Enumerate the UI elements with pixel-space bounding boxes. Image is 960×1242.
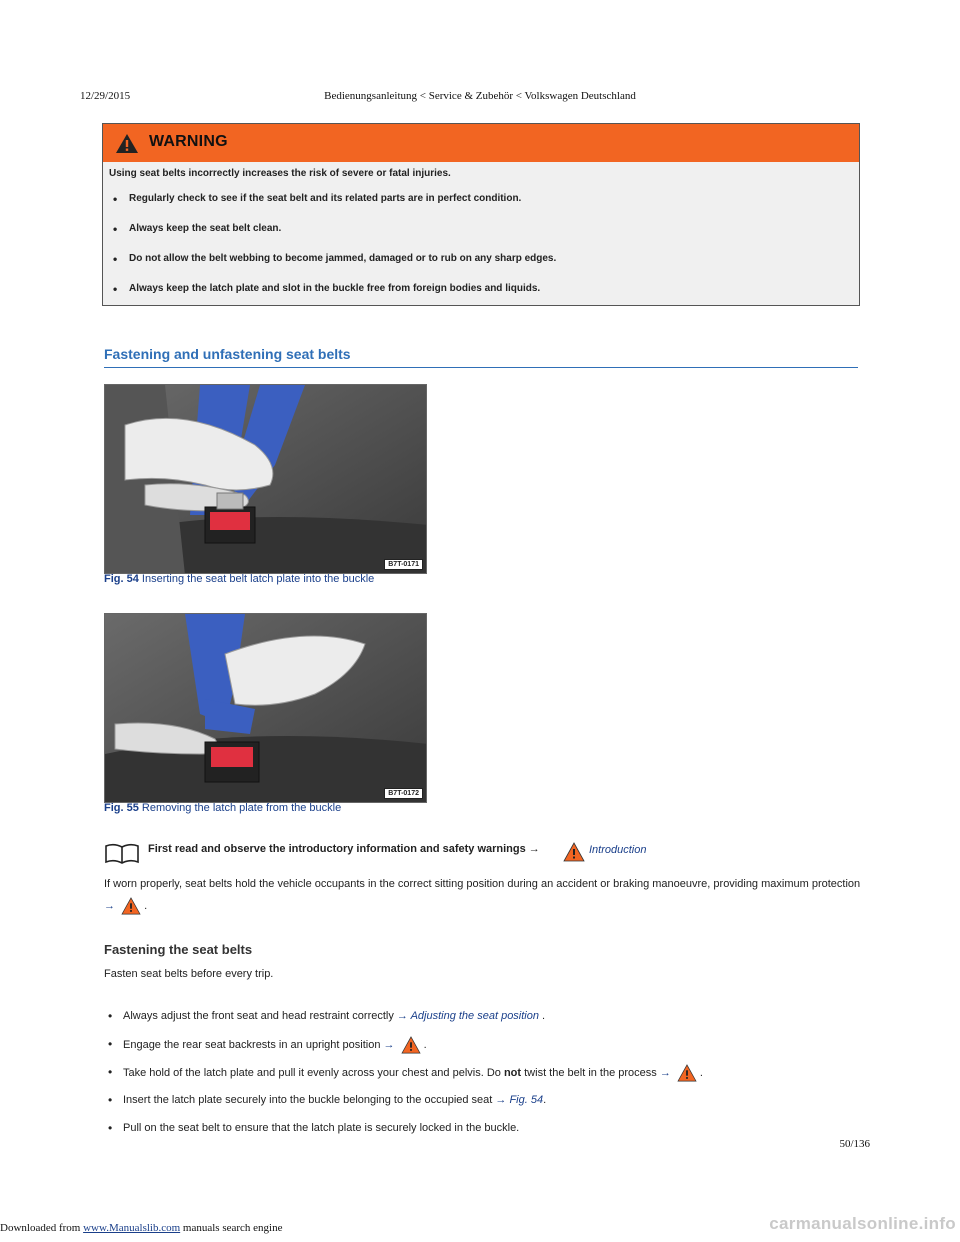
warning-list bbox=[113, 193, 556, 313]
watermark: carmanualsonline.info bbox=[769, 1214, 956, 1233]
figure-54-image bbox=[104, 384, 427, 574]
manualslib-link[interactable]: www.Manualslib.com bbox=[83, 1222, 181, 1234]
warning-reference-arrow[interactable]: → bbox=[104, 900, 115, 912]
read-first-text: First read and observe the introductory information and safety warnings → bbox=[148, 843, 540, 855]
warning-lead: Using seat belts incorrectly increases the risk of severe or fatal injuries. bbox=[109, 168, 451, 179]
warning-item: • Do not allow the belt webbing to become jammed, damaged or to rub on any sharp edges. bbox=[113, 253, 556, 283]
warning-header bbox=[103, 124, 859, 162]
warning-item: • Always keep the seat belt clean. bbox=[113, 223, 556, 253]
step-text: Engage the rear seat backrests in an upright position bbox=[123, 1038, 384, 1051]
figure-code: B7T-0171 bbox=[384, 559, 423, 570]
emphasis-not: not bbox=[503, 1066, 522, 1079]
print-title: Bedienungsanleitung < Service & Zubehör < Volkswagen Deutschland bbox=[324, 90, 636, 102]
section-title: Fastening and unfastening seat belts bbox=[104, 346, 858, 368]
footer-prefix: Downloaded from bbox=[0, 1222, 84, 1234]
figure-number: Fig. 54 bbox=[104, 573, 139, 585]
figure-number: Fig. 55 bbox=[104, 802, 139, 814]
step-end: . bbox=[699, 1066, 703, 1079]
seat-belt-insert-illustration bbox=[105, 385, 427, 574]
warning-triangle-icon bbox=[563, 842, 585, 862]
figure-55-image bbox=[104, 613, 427, 803]
download-footer bbox=[0, 1222, 282, 1234]
adjusting-seat-link[interactable]: → Adjusting the seat position bbox=[396, 1010, 539, 1022]
seat-belt-remove-illustration bbox=[105, 614, 427, 803]
step-text: twist the belt in the process bbox=[521, 1066, 660, 1079]
subsection-lead: Fasten seat belts before every trip. bbox=[104, 968, 274, 980]
warning-reference-arrow[interactable]: → bbox=[383, 1038, 395, 1051]
print-date: 12/29/2015 bbox=[80, 90, 131, 102]
intro-text: If worn properly, seat belts hold the vehicle occupants in the correct sitting position during an accident or braking manoeuvre, providing maximum protection bbox=[104, 878, 861, 890]
step-text: Take hold of the latch plate and pull it evenly across your chest and pelvis. Do bbox=[123, 1066, 504, 1079]
step-item bbox=[108, 1092, 868, 1120]
warning-label: WARNING bbox=[149, 133, 228, 150]
page-number: 50/136 bbox=[839, 1138, 870, 1150]
intro-end: . bbox=[144, 900, 148, 912]
step-text: Insert the latch plate securely into the buckle belonging to the occupied seat bbox=[123, 1094, 496, 1106]
figure-54-caption bbox=[104, 573, 374, 585]
print-header bbox=[80, 90, 880, 106]
introduction-link[interactable]: Introduction bbox=[589, 844, 647, 856]
step-text: Pull on the seat belt to ensure that the latch plate is securely locked in the buckle. bbox=[123, 1122, 520, 1134]
step-end: . bbox=[539, 1010, 546, 1022]
warning-box bbox=[102, 123, 860, 306]
step-text: Always adjust the front seat and head restraint correctly bbox=[123, 1010, 397, 1022]
warning-item: • Always keep the latch plate and slot in the buckle free from foreign bodies and liquids. bbox=[113, 283, 556, 313]
warning-item: • Regularly check to see if the seat belt and its related parts are in perfect condition. bbox=[113, 193, 556, 223]
step-end: . bbox=[423, 1038, 427, 1051]
warning-triangle-icon[interactable] bbox=[677, 1064, 697, 1082]
figure-caption-text: Removing the latch plate from the buckle bbox=[138, 802, 342, 814]
figure-55-caption bbox=[104, 802, 341, 814]
warning-triangle-icon bbox=[115, 133, 139, 154]
warning-triangle-icon[interactable] bbox=[121, 897, 141, 915]
figure-caption-text: Inserting the seat belt latch plate into the buckle bbox=[138, 573, 375, 585]
step-item bbox=[108, 1036, 868, 1064]
step-item bbox=[108, 1064, 868, 1092]
warning-reference-arrow[interactable]: → bbox=[659, 1066, 671, 1079]
step-end: . bbox=[543, 1094, 547, 1106]
warning-triangle-icon[interactable] bbox=[401, 1036, 421, 1054]
footer-suffix: manuals search engine bbox=[180, 1222, 283, 1234]
read-first-notice bbox=[104, 840, 864, 868]
step-item bbox=[108, 1120, 868, 1148]
step-item bbox=[108, 1008, 868, 1036]
subsection-title: Fastening the seat belts bbox=[104, 942, 253, 957]
open-book-icon bbox=[104, 842, 140, 864]
fig-54-link[interactable]: → Fig. 54 bbox=[495, 1094, 544, 1106]
figure-code: B7T-0172 bbox=[384, 788, 423, 799]
fastening-steps bbox=[108, 1008, 868, 1148]
intro-paragraph bbox=[104, 873, 864, 917]
